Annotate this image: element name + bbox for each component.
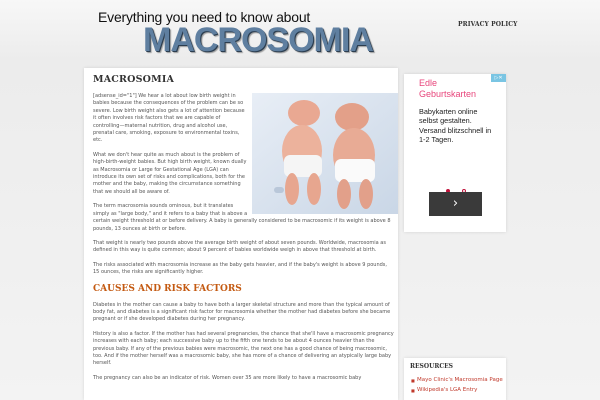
site-tagline: Everything you need to know about <box>98 9 311 25</box>
privacy-policy-link[interactable]: PRIVACY POLICY <box>458 21 518 28</box>
resources-widget <box>404 358 506 400</box>
intro-paragraph-1: [adsense_id="1"] We hear a lot about low birth weight in babies because the consequences of the problem can be so severe. Low birth weight also gets a lot of attention because it often involves risk factors that we are capable of controlling—maternal nutrition, drug and alcohol use, prenatal care, smoking, exposure to environmental toxins, etc. <box>93 93 245 144</box>
babies-photo <box>252 93 398 214</box>
section-paragraph-3: The pregnancy can also be an indicator of risk. Women over 35 are more likely to have a macrosomic baby <box>93 374 362 381</box>
babies-illustration <box>252 93 398 214</box>
intro-paragraph-2: What we don't hear quite as much about is the problem of high-birth-weight babies. But high birth weight, known dually as Macrosomia or Large for Gestational Age (LGA) can introduce its own set of risks and complications, both for the mother and the baby, making the circumstance something that we should all be aware of. <box>93 151 247 195</box>
resources-title: RESOURCES <box>410 363 454 370</box>
page-title: MACROSOMIA <box>93 74 175 85</box>
section-paragraph-2: History is also a factor. If the mother has had several pregnancies, the chance that she'll have a macrosomic pregnancy increases with each baby; each successive baby up to the fifth one tends to be about 4 ounces heavier than the previous baby. If any of the previous babies were macrosomic, the next one has a good chance of being macrosomic, too. And if the mother herself was a macrosomic baby, she has more of a chance of delivering an atypically large baby herself. <box>93 330 394 367</box>
intro-paragraph-4: That weight is nearly two pounds above the average birth weight of about seven pounds. Worldwide, macrosomia as defined in this way is quite common; about 9 percent of babies worldwide weigh in above that threshold at birth. <box>93 239 386 254</box>
sidebar-ad[interactable] <box>404 74 506 232</box>
ad-body: Babykarten online selbst gestalten. Versand blitzschnell in 1-2 Tagen. <box>419 107 492 145</box>
section-heading: CAUSES AND RISK FACTORS <box>93 283 242 294</box>
ad-content[interactable] <box>419 78 495 145</box>
intro-paragraph-3: The term macrosomia sounds ominous, but it translates simply as "large body," and it refers to a baby that is above a certain weight threshold at or before delivery. A baby is generally considered to be macrosomic if its weight is above 8 pounds, 13 ounces at birth or before. <box>93 203 391 232</box>
resource-link-wikipedia[interactable]: Wikipedia's LGA Entry <box>417 386 478 393</box>
article <box>93 74 394 389</box>
ad-choices-icon[interactable]: ▷✕ <box>491 74 506 82</box>
list-item <box>411 377 503 385</box>
site-header <box>0 0 600 68</box>
site-logo[interactable]: MACROSOMIA <box>143 21 373 59</box>
main-content <box>84 68 398 400</box>
resource-link-mayo[interactable]: Mayo Clinic's Macrosomia Page <box>417 377 503 383</box>
ad-headline[interactable]: Edle Geburtskarten <box>419 78 477 99</box>
resources-list <box>411 377 503 396</box>
ad-next-button[interactable]: › <box>429 192 482 216</box>
intro-paragraph-5: The risks associated with macrosomia increase as the baby gets heavier, and if the baby's weight is above 9 pounds, 15 ounces, the risks are significantly higher. <box>93 261 388 276</box>
list-item <box>411 387 503 395</box>
section-paragraph-1: Diabetes in the mother can cause a baby to have both a larger skeletal structure and more than the typical amount of body fat, and diabetes is a significant risk factor for macrosomia whether the mother had diabetes before she became pregnant or if she developed diabetes during her pregnancy. <box>93 301 391 323</box>
